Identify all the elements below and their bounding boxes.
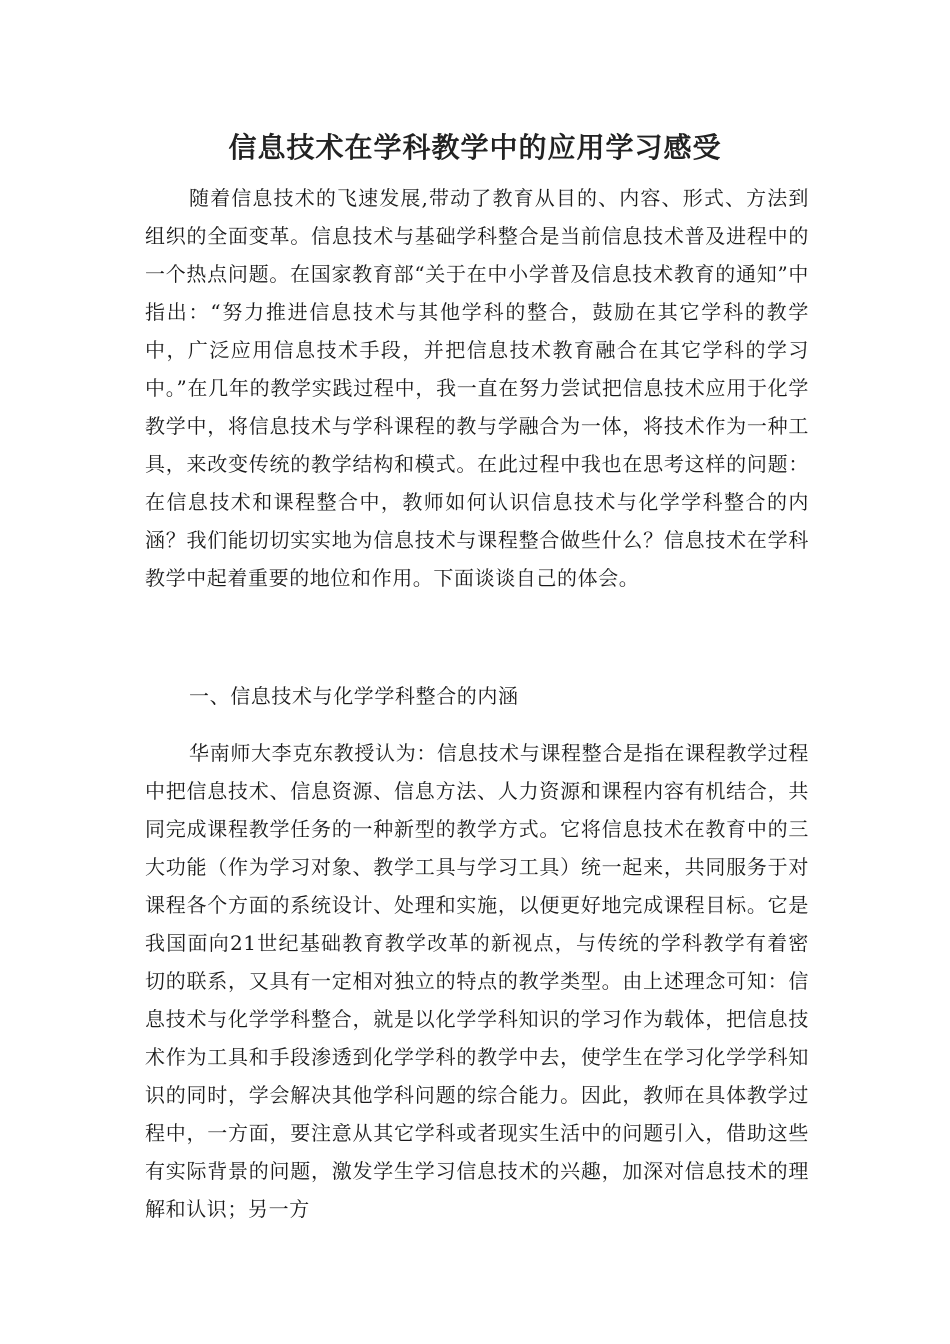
document-title: 信息技术在学科教学中的应用学习感受	[228, 131, 722, 164]
section-heading: 一、信息技术与化学学科整合的内涵	[189, 684, 519, 708]
paragraph-intro: 随着信息技术的飞速发展,带动了教育从目的、内容、形式、方法到组织的全面变革。信息技术与基础学科整合是当前信息技术普及进程中的一个热点问题。在国家教育部“关于在中小学普及信息技术教育的通知”中指出：“努力推进信息技术与其他学科的整合，鼓励在其它学科的教学中，广泛应用信息技术手段，并把信息技术教育融合在其它学科的学习中。”在几年的教学实践过程中，我一直在努力尝试把信息技术应用于化学教学中，将信息技术与学科课程的教与学融合为一体，将技术作为一种工具，来改变传统的教学结构和模式。在此过程中我也在思考这样的问题：在信息技术和课程整合中，教师如何认识信息技术与化学学科整合的内涵？我们能切切实实地为信息技术与课程整合做些什么？信息技术在学科教学中起着重要的地位和作用。下面谈谈自己的体会。	[145, 186, 809, 590]
paragraph-definition: 华南师大李克东教授认为：信息技术与课程整合是指在课程教学过程中把信息技术、信息资源、信息方法、人力资源和课程内容有机结合，共同完成课程教学任务的一种新型的教学方式。它将信息技术在教育中的三大功能（作为学习对象、教学工具与学习工具）统一起来，共同服务于对课程各个方面的系统设计、处理和实施，以便更好地完成课程目标。它是我国面向21世纪基础教育教学改革的新视点，与传统的学科教学有着密切的联系，又具有一定相对独立的特点的教学类型。由上述理念可知：信息技术与化学学科整合，就是以化学学科知识的学习作为载体，把信息技术作为工具和手段渗透到化学学科的教学中去，使学生在学习化学学科知识的同时，学会解决其他学科问题的综合能力。因此，教师在具体教学过程中，一方面，要注意从其它学科或者现实生活中的问题引入，借助这些有实际背景的问题，激发学生学习信息技术的兴趣，加深对信息技术的理解和认识；另一方	[145, 741, 809, 1221]
